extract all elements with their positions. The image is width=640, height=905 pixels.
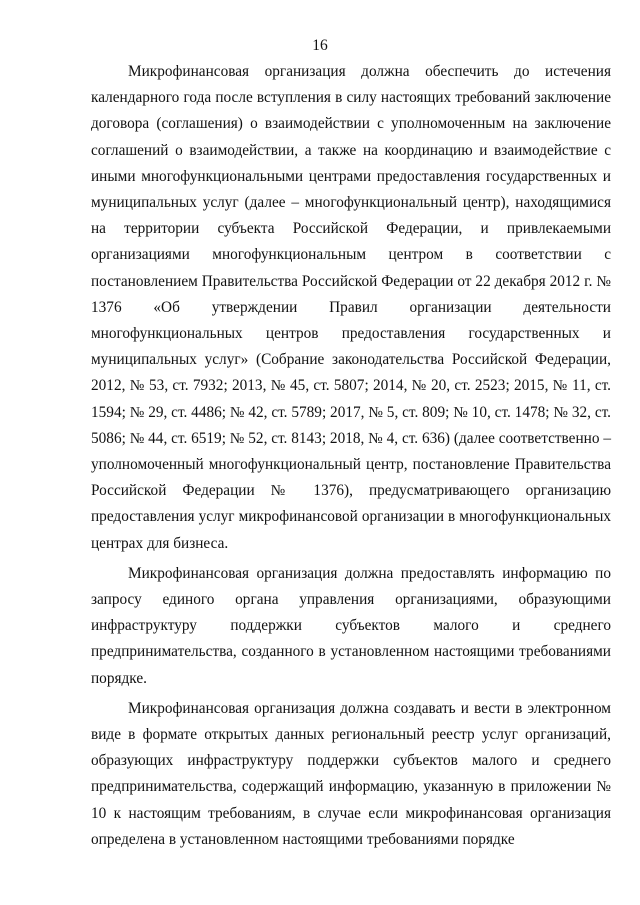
paragraph-mfc-agreement: Микрофинансовая организация должна обеспечить до истечения календарного года после вступления в силу настоящих требований заключение договора (соглашения) о взаимодействии с уполномоченным на заключение соглашений о взаимодействии, а также на координацию и взаимодействие с иными многофункциональными центрами предоставления государственных и муниципальных услуг (далее – многофункциональный центр), находящимися на территории субъекта Российской Федерации, и привлекаемыми организациями многофункциональным центром в соответствии с постановлением Правительства Российской Федерации от 22 декабря 2012 г. № 1376 «Об утверждении Правил организации деятельности многофункциональных центров предоставления государственных и муниципальных услуг» (Собрание законодательства Российской Федерации, 2012, № 53, ст. 7932; 2013, № 45, ст. 5807; 2014, № 20, ст. 2523; 2015, № 11, ст. 1594; № 29, ст. 4486; № 42, ст. 5789; 2017, № 5, ст. 809; № 10, ст. 1478; № 32, ст. 5086; № 44, ст. 6519; № 52, ст. 8143; 2018, № 4, ст. 636) (далее соответственно – уполномоченный многофункциональный центр, постановление Правительства Российской Федерации № 1376), предусматривающего организацию предоставления услуг микрофинансовой организации в многофункциональных центрах для бизнеса. [91, 63, 611, 552]
paragraph-information-request: Микрофинансовая организация должна предоставлять информацию по запросу единого органа управления организациями, образующими инфраструктуру поддержки субъектов малого и среднего предпринимательства, созданного в установленном настоящими требованиями порядке. [91, 564, 611, 687]
paragraph-regional-registry: Микрофинансовая организация должна создавать и вести в электронном виде в формате открытых данных региональный реестр услуг организаций, образующих инфраструктуру поддержки субъектов малого и среднего предпринимательства, содержащий информацию, указанную в приложении № 10 к настоящим требованиям, в случае если микрофинансовая организация определена в установленном настоящими требованиями порядке [91, 699, 611, 848]
page-number: 16 [312, 37, 328, 54]
document-body [91, 59, 611, 853]
